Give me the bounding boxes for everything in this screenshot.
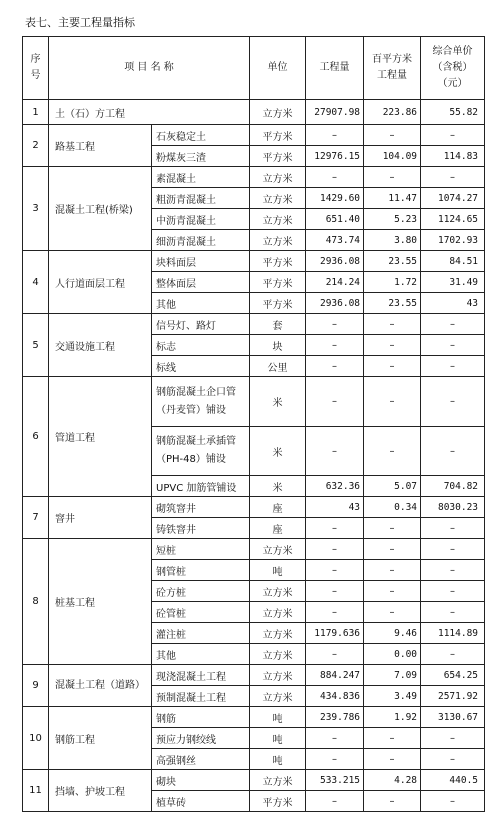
row-qty: 1429.60 (306, 188, 364, 209)
row-per100: 11.47 (364, 188, 421, 209)
row-subitem: 素混凝土 (152, 167, 250, 188)
row-per100: – (364, 602, 421, 623)
table-caption: 表七、主要工程量指标 (25, 16, 135, 29)
row-per100: – (364, 581, 421, 602)
row-per100: – (364, 791, 421, 812)
header-per100: 百平方米 工程量 (364, 37, 421, 100)
row-unit: 立方米 (250, 770, 306, 791)
row-unit: 立方米 (250, 209, 306, 230)
row-unit: 立方米 (250, 539, 306, 560)
row-unit: 立方米 (250, 230, 306, 251)
row-subitem: 钢管桩 (152, 560, 250, 581)
row-per100: 9.46 (364, 623, 421, 644)
row-subitem: 其他 (152, 644, 250, 665)
quantity-index-table (22, 36, 485, 812)
table-row (23, 665, 485, 686)
row-qty: – (306, 749, 364, 770)
row-price: 8030.23 (421, 497, 485, 518)
row-qty: – (306, 644, 364, 665)
row-subitem: 现浇混凝土工程 (152, 665, 250, 686)
row-qty: – (306, 356, 364, 377)
row-per100: – (364, 560, 421, 581)
table-row (23, 314, 485, 335)
row-per100: – (364, 356, 421, 377)
row-subitem: 钢筋 (152, 707, 250, 728)
row-per100: – (364, 335, 421, 356)
row-qty: – (306, 602, 364, 623)
row-subitem: 粉煤灰三渣 (152, 146, 250, 167)
row-unit: 吨 (250, 728, 306, 749)
row-unit: 立方米 (250, 188, 306, 209)
table-row (23, 167, 485, 188)
row-per100: – (364, 728, 421, 749)
row-price: 2571.92 (421, 686, 485, 707)
row-price: – (421, 377, 485, 427)
row-price: 654.25 (421, 665, 485, 686)
row-qty: – (306, 728, 364, 749)
header-unit: 单位 (250, 37, 306, 100)
row-subitem: 预应力钢绞线 (152, 728, 250, 749)
row-qty: 12976.15 (306, 146, 364, 167)
table-row (23, 377, 485, 427)
row-per100: 1.92 (364, 707, 421, 728)
row-per100: – (364, 427, 421, 476)
row-price: 43 (421, 293, 485, 314)
row-subitem: 粗沥青混凝土 (152, 188, 250, 209)
row-per100: 0.00 (364, 644, 421, 665)
row-qty: – (306, 335, 364, 356)
row-per100: 1.72 (364, 272, 421, 293)
row-per100: 3.80 (364, 230, 421, 251)
table-row (23, 100, 485, 125)
row-price: – (421, 518, 485, 539)
row-qty: 2936.08 (306, 251, 364, 272)
row-price: 31.49 (421, 272, 485, 293)
row-no: 10 (23, 707, 49, 770)
row-per100: – (364, 518, 421, 539)
table-row (23, 497, 485, 518)
row-unit: 立方米 (250, 665, 306, 686)
row-category: 桩基工程 (49, 539, 152, 665)
row-qty: – (306, 125, 364, 146)
row-per100: 5.23 (364, 209, 421, 230)
row-qty: 2936.08 (306, 293, 364, 314)
row-qty: 632.36 (306, 476, 364, 497)
row-subitem: 铸铁窨井 (152, 518, 250, 539)
row-unit: 立方米 (250, 100, 306, 125)
row-qty: 434.836 (306, 686, 364, 707)
row-price: 1074.27 (421, 188, 485, 209)
row-category: 挡墙、护坡工程 (49, 770, 152, 812)
row-qty: – (306, 791, 364, 812)
row-price: 3130.67 (421, 707, 485, 728)
row-per100: 104.09 (364, 146, 421, 167)
row-no: 4 (23, 251, 49, 314)
row-subitem: 砌块 (152, 770, 250, 791)
table-row (23, 125, 485, 146)
row-per100: – (364, 749, 421, 770)
row-category: 人行道面层工程 (49, 251, 152, 314)
row-unit: 平方米 (250, 251, 306, 272)
row-no: 8 (23, 539, 49, 665)
row-subitem: 砌筑窨井 (152, 497, 250, 518)
row-unit: 米 (250, 377, 306, 427)
row-unit: 平方米 (250, 146, 306, 167)
row-unit: 立方米 (250, 644, 306, 665)
row-no: 6 (23, 377, 49, 497)
row-price: – (421, 791, 485, 812)
row-unit: 米 (250, 476, 306, 497)
row-category: 管道工程 (49, 377, 152, 497)
row-subitem: 砼管桩 (152, 602, 250, 623)
row-category: 路基工程 (49, 125, 152, 167)
row-price: – (421, 602, 485, 623)
row-unit: 平方米 (250, 272, 306, 293)
row-price: – (421, 125, 485, 146)
row-subitem: 灌注桩 (152, 623, 250, 644)
row-unit: 平方米 (250, 293, 306, 314)
table-row (23, 251, 485, 272)
header-price: 综合单价 （含税） （元） (421, 37, 485, 100)
row-subitem: 标线 (152, 356, 250, 377)
row-qty: – (306, 167, 364, 188)
row-qty: – (306, 539, 364, 560)
row-price: – (421, 314, 485, 335)
row-per100: – (364, 377, 421, 427)
row-subitem: 短桩 (152, 539, 250, 560)
row-category: 土（石）方工程 (49, 100, 250, 125)
row-qty: 214.24 (306, 272, 364, 293)
header-item: 项 目 名 称 (49, 37, 250, 100)
row-qty: – (306, 581, 364, 602)
header-qty: 工程量 (306, 37, 364, 100)
row-subitem: 信号灯、路灯 (152, 314, 250, 335)
row-no: 11 (23, 770, 49, 812)
row-unit: 吨 (250, 749, 306, 770)
row-qty: 533.215 (306, 770, 364, 791)
row-qty: 1179.636 (306, 623, 364, 644)
row-qty: 884.247 (306, 665, 364, 686)
row-unit: 立方米 (250, 167, 306, 188)
row-price: – (421, 356, 485, 377)
row-subitem: 中沥青混凝土 (152, 209, 250, 230)
row-subitem: 高强钢丝 (152, 749, 250, 770)
row-price: 55.82 (421, 100, 485, 125)
row-qty: 43 (306, 497, 364, 518)
row-unit: 立方米 (250, 581, 306, 602)
row-unit: 吨 (250, 560, 306, 581)
row-subitem: 钢筋混凝土承插管（PH-48）铺设 (152, 427, 250, 476)
row-subitem: 整体面层 (152, 272, 250, 293)
row-no: 7 (23, 497, 49, 539)
row-subitem: 砼方桩 (152, 581, 250, 602)
row-no: 5 (23, 314, 49, 377)
row-unit: 块 (250, 335, 306, 356)
row-qty: 473.74 (306, 230, 364, 251)
row-per100: 23.55 (364, 293, 421, 314)
row-qty: – (306, 314, 364, 335)
row-unit: 平方米 (250, 125, 306, 146)
row-price: 1114.89 (421, 623, 485, 644)
row-per100: 3.49 (364, 686, 421, 707)
row-unit: 平方米 (250, 791, 306, 812)
row-price: – (421, 581, 485, 602)
header-row (23, 37, 485, 100)
row-unit: 座 (250, 497, 306, 518)
row-subitem: 植草砖 (152, 791, 250, 812)
row-category: 交通设施工程 (49, 314, 152, 377)
row-per100: – (364, 167, 421, 188)
row-price: – (421, 427, 485, 476)
row-qty: 27907.98 (306, 100, 364, 125)
row-qty: – (306, 377, 364, 427)
row-price: – (421, 167, 485, 188)
row-subitem: 标志 (152, 335, 250, 356)
row-qty: – (306, 560, 364, 581)
row-per100: 5.07 (364, 476, 421, 497)
row-unit: 公里 (250, 356, 306, 377)
row-unit: 立方米 (250, 602, 306, 623)
row-category: 窨井 (49, 497, 152, 539)
row-per100: – (364, 125, 421, 146)
row-subitem: 其他 (152, 293, 250, 314)
row-price: 84.51 (421, 251, 485, 272)
row-subitem: 细沥青混凝土 (152, 230, 250, 251)
row-per100: 23.55 (364, 251, 421, 272)
row-price: 114.83 (421, 146, 485, 167)
row-no: 2 (23, 125, 49, 167)
row-unit: 座 (250, 518, 306, 539)
row-no: 3 (23, 167, 49, 251)
row-price: – (421, 728, 485, 749)
row-category: 混凝土工程（道路） (49, 665, 152, 707)
row-per100: 223.86 (364, 100, 421, 125)
row-qty: 239.786 (306, 707, 364, 728)
row-subitem: 石灰稳定土 (152, 125, 250, 146)
row-price: 704.82 (421, 476, 485, 497)
row-per100: – (364, 539, 421, 560)
row-qty: – (306, 518, 364, 539)
row-subitem: 钢筋混凝土企口管（丹麦管）铺设 (152, 377, 250, 427)
header-seq: 序 号 (23, 37, 49, 100)
row-per100: 7.09 (364, 665, 421, 686)
row-price: 440.5 (421, 770, 485, 791)
row-unit: 套 (250, 314, 306, 335)
row-qty: 651.40 (306, 209, 364, 230)
row-price: 1702.93 (421, 230, 485, 251)
row-price: – (421, 644, 485, 665)
row-price: – (421, 749, 485, 770)
table-row (23, 770, 485, 791)
row-price: – (421, 335, 485, 356)
row-category: 混凝土工程(桥梁) (49, 167, 152, 251)
table-row (23, 707, 485, 728)
row-unit: 立方米 (250, 623, 306, 644)
row-price: – (421, 560, 485, 581)
row-subitem: UPVC 加筋管铺设 (152, 476, 250, 497)
row-subitem: 预制混凝土工程 (152, 686, 250, 707)
row-price: – (421, 539, 485, 560)
row-per100: – (364, 314, 421, 335)
row-no: 1 (23, 100, 49, 125)
row-subitem: 块料面层 (152, 251, 250, 272)
row-category: 钢筋工程 (49, 707, 152, 770)
row-unit: 立方米 (250, 686, 306, 707)
table-row (23, 539, 485, 560)
row-per100: 4.28 (364, 770, 421, 791)
row-unit: 米 (250, 427, 306, 476)
row-qty: – (306, 427, 364, 476)
row-no: 9 (23, 665, 49, 707)
row-price: 1124.65 (421, 209, 485, 230)
row-unit: 吨 (250, 707, 306, 728)
row-per100: 0.34 (364, 497, 421, 518)
